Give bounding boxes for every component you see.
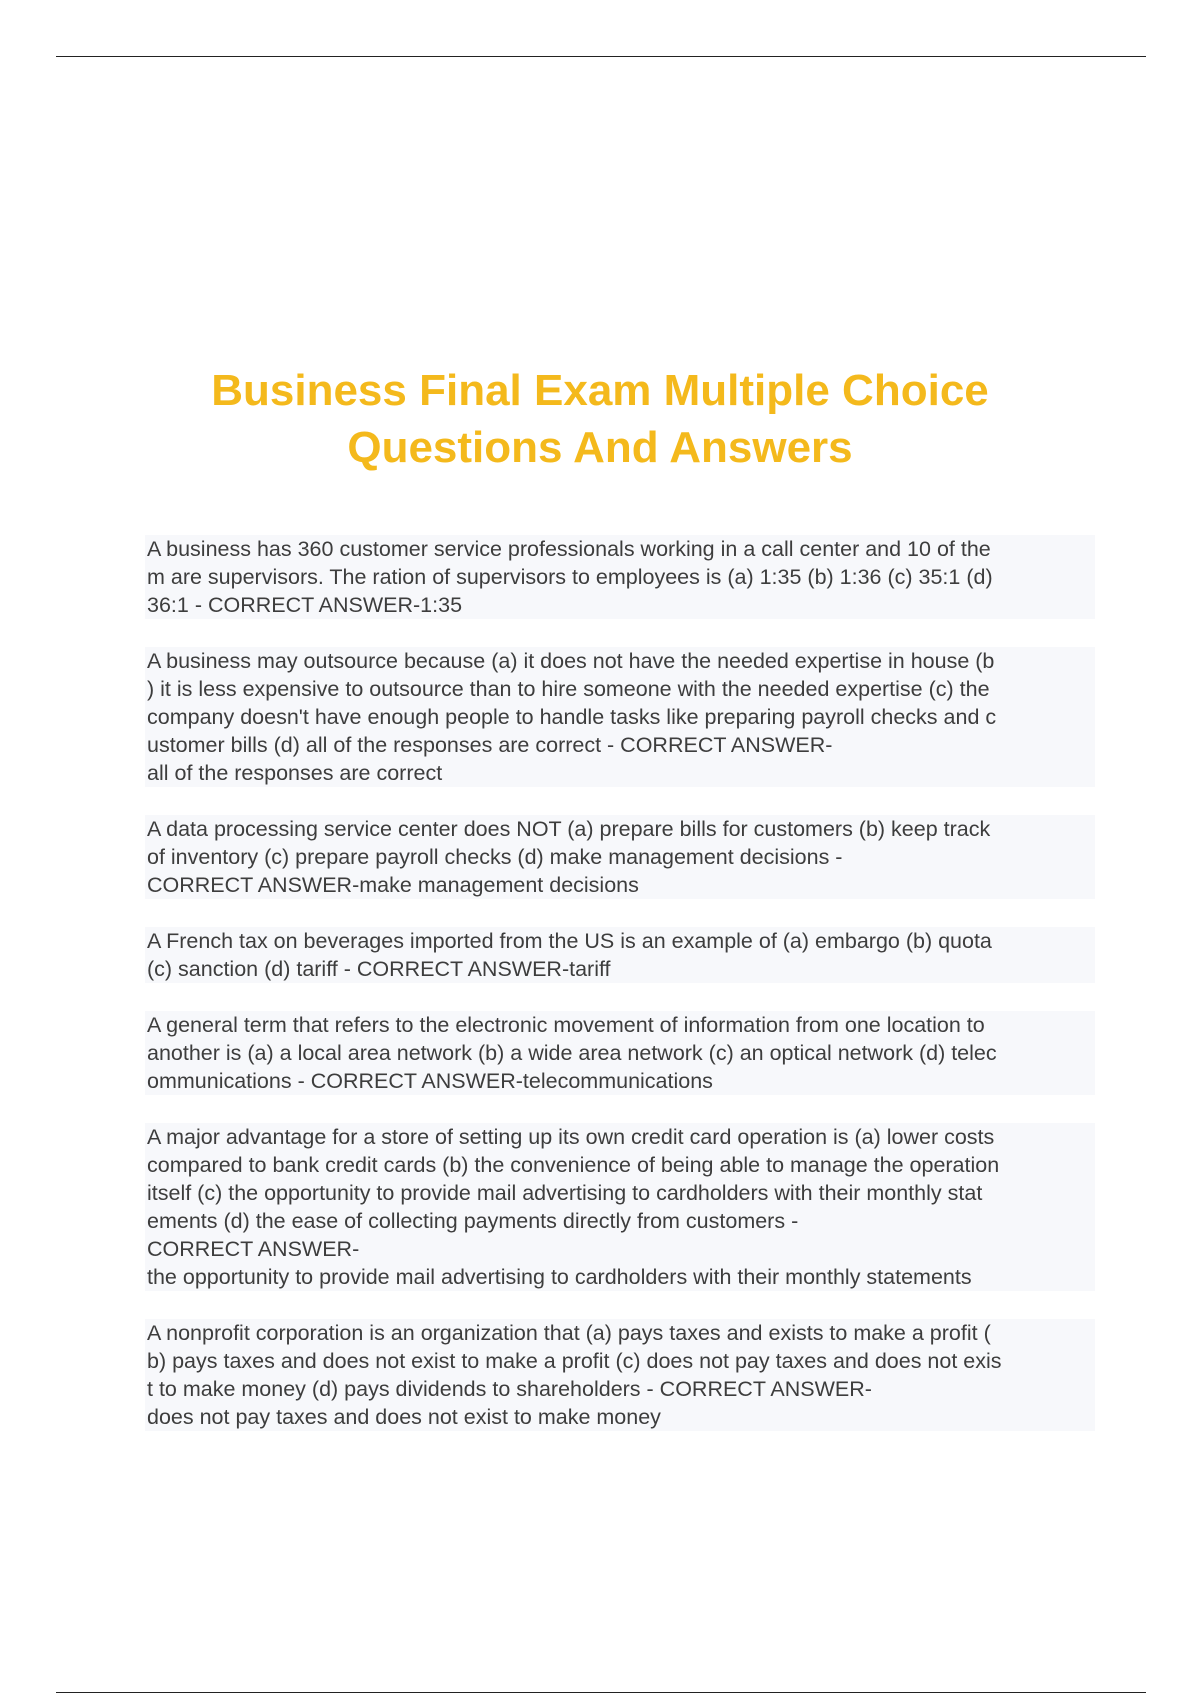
question-item-3 — [145, 815, 1095, 899]
question-text-line: 36:1 - CORRECT ANSWER-1:35 — [147, 593, 463, 617]
question-text-line: the opportunity to provide mail advertising to cardholders with their monthly statements — [147, 1265, 972, 1289]
question-text-line: m are supervisors. The ration of supervisors to employees is (a) 1:35 (b) 1:36 (c) 35:1 (d) — [147, 565, 993, 589]
title-line-1: Business Final Exam Multiple Choice — [211, 366, 989, 415]
question-text-line: ommunications - CORRECT ANSWER-telecommunications — [147, 1069, 713, 1093]
question-text-line: ) it is less expensive to outsource than to hire someone with the needed expertise (c) the — [147, 677, 990, 701]
question-text-line: A French tax on beverages imported from the US is an example of (a) embargo (b) quota — [147, 929, 992, 953]
question-text-line: (c) sanction (d) tariff - CORRECT ANSWER-tariff — [147, 957, 611, 981]
question-item-6 — [145, 1123, 1095, 1291]
question-text-line: CORRECT ANSWER-make management decisions — [147, 873, 639, 897]
document-title — [150, 362, 1050, 476]
question-text-line: ustomer bills (d) all of the responses are correct - CORRECT ANSWER- — [147, 733, 833, 757]
question-text-line: compared to bank credit cards (b) the convenience of being able to manage the operation — [147, 1153, 1000, 1177]
question-text-line: A nonprofit corporation is an organization that (a) pays taxes and exists to make a profit ( — [147, 1321, 991, 1345]
question-item-7 — [145, 1319, 1095, 1431]
question-text-line: A major advantage for a store of setting up its own credit card operation is (a) lower costs — [147, 1125, 995, 1149]
question-text-line: CORRECT ANSWER- — [147, 1237, 360, 1261]
question-text-line: A business may outsource because (a) it does not have the needed expertise in house (b — [147, 649, 995, 673]
question-text-line: A business has 360 customer service professionals working in a call center and 10 of the — [147, 537, 991, 561]
title-line-2: Questions And Answers — [347, 423, 853, 472]
question-text-line: t to make money (d) pays dividends to shareholders - CORRECT ANSWER- — [147, 1377, 872, 1401]
question-text-line: another is (a) a local area network (b) a wide area network (c) an optical network (d) telec — [147, 1041, 997, 1065]
footer-rule — [56, 1692, 1146, 1693]
question-text-line: does not pay taxes and does not exist to make money — [147, 1405, 661, 1429]
question-text-line: all of the responses are correct — [147, 761, 443, 785]
header-rule — [56, 56, 1146, 57]
question-text-line: itself (c) the opportunity to provide mail advertising to cardholders with their monthly stat — [147, 1181, 983, 1205]
question-text-line: company doesn't have enough people to handle tasks like preparing payroll checks and c — [147, 705, 997, 729]
question-item-5 — [145, 1011, 1095, 1095]
question-item-4 — [145, 927, 1095, 983]
question-text-line: A data processing service center does NOT (a) prepare bills for customers (b) keep track — [147, 817, 991, 841]
question-item-2 — [145, 647, 1095, 787]
question-text-line: of inventory (c) prepare payroll checks (d) make management decisions - — [147, 845, 843, 869]
question-list — [145, 535, 1095, 1459]
question-item-1 — [145, 535, 1095, 619]
question-text-line: ements (d) the ease of collecting payments directly from customers - — [147, 1209, 799, 1233]
question-text-line: b) pays taxes and does not exist to make a profit (c) does not pay taxes and does not exis — [147, 1349, 1002, 1373]
question-text-line: A general term that refers to the electronic movement of information from one location to — [147, 1013, 985, 1037]
